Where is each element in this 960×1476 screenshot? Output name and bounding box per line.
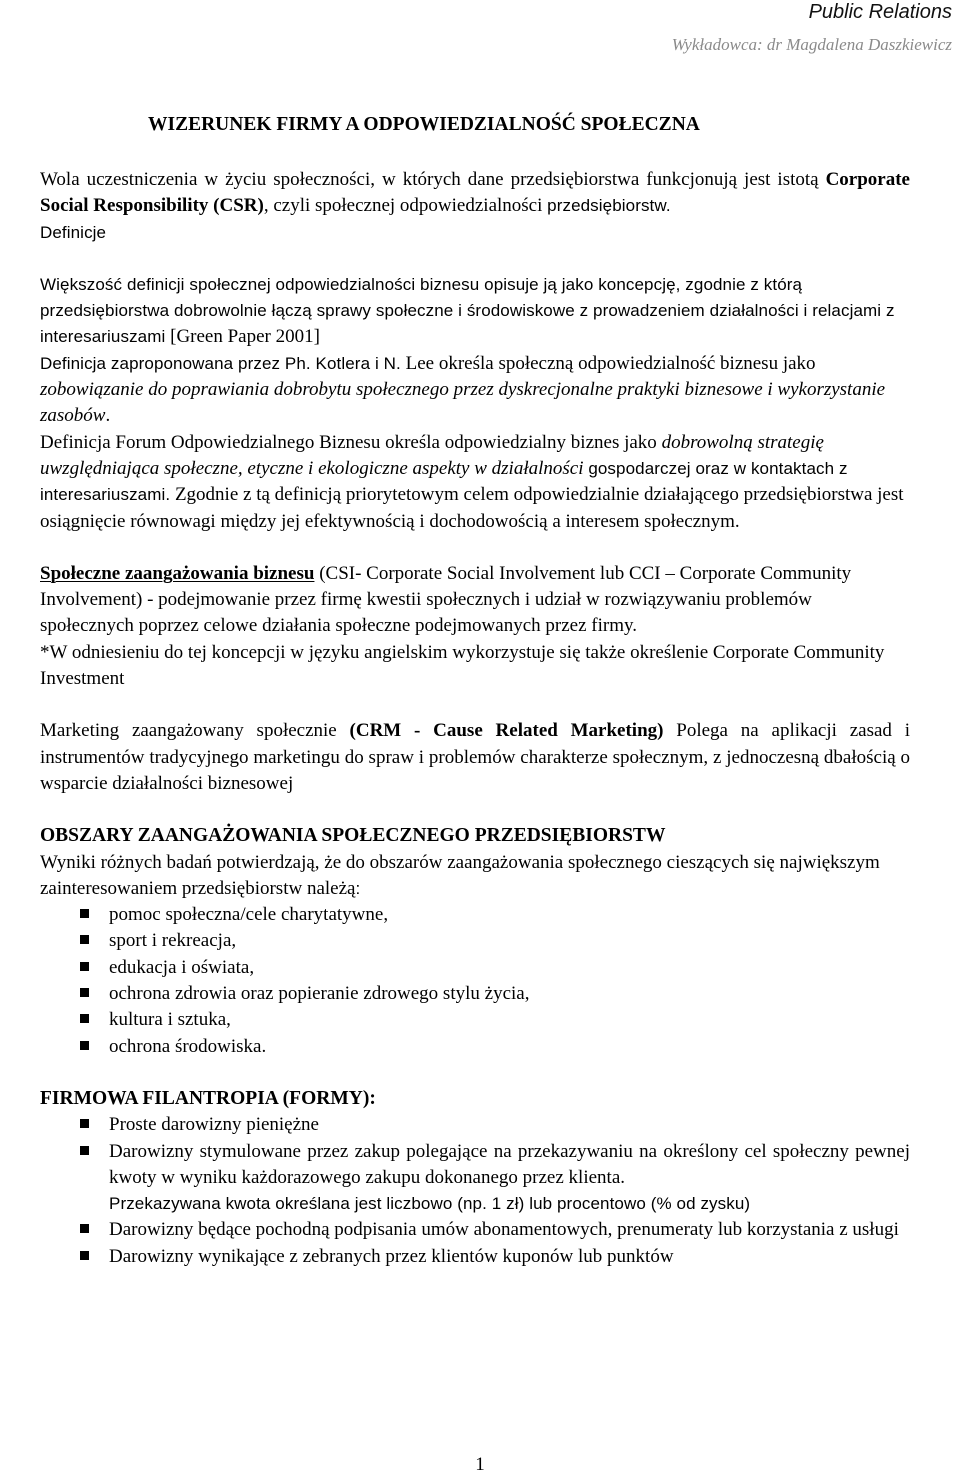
green-paper-reference: [Green Paper 2001] — [170, 326, 320, 348]
forum-definition-sans: gospodarczej oraz w kontaktach z interesariuszami. — [40, 458, 848, 505]
csi-term: Społeczne zaangażowania biznesu — [40, 562, 315, 584]
square-bullet-icon — [80, 988, 89, 997]
list-item — [40, 1244, 910, 1270]
list-item — [40, 1139, 910, 1218]
definitions-label: Definicje — [40, 222, 107, 242]
areas-intro-text: Wyniki różnych badań potwierdzają, że do obszarów zaangażowania społecznego cieszących się największym zainteresowaniem przedsiębiorstw należą — [40, 851, 880, 899]
document-body — [40, 112, 910, 1270]
spacer — [40, 535, 910, 561]
philanthropy-list — [40, 1112, 910, 1270]
square-bullet-icon — [80, 1251, 89, 1260]
philanthropy-heading: FIRMOWA FILANTROPIA (FORMY): — [40, 1087, 376, 1109]
crm-lead: Marketing zaangażowany społecznie — [40, 720, 350, 742]
list-item-text: pomoc społeczna/cele charytatywne, — [109, 904, 389, 926]
square-bullet-icon — [80, 1014, 89, 1023]
crm-definition: Polega na aplikacji zasad i instrumentów tradycyjnego marketingu do spraw i problemów charakterze społecznym, z jednoczesną dbałością o wsparcie działalności biznesowej — [40, 720, 910, 794]
areas-intro — [40, 850, 910, 903]
forum-definition: Definicja Forum Odpowiedzialnego Biznesu określa odpowiedzialny biznes jako — [40, 431, 662, 453]
csi-paragraph — [40, 561, 910, 640]
list-item-text: Darowizny stymulowane przez zakup polegające na przekazywaniu na określony cel społeczny pewnej kwoty w wyniku każdorazowego zakupu dokonanego przez klienta. — [109, 1140, 910, 1188]
square-bullet-icon — [80, 1119, 89, 1128]
list-item — [40, 981, 910, 1007]
list-item-text: Darowizny będące pochodną podpisania umów abonamentowych, prenumeraty lub korzystania z usługi — [109, 1219, 899, 1241]
square-bullet-icon — [80, 962, 89, 971]
crm-paragraph — [40, 718, 910, 797]
square-bullet-icon — [80, 1146, 89, 1155]
list-item-text: sport i rekreacja, — [109, 930, 237, 952]
green-paper-definition: Większość definicji społecznej odpowiedzialności biznesu opisuje ją jako koncepcję, zgodnie z którą przedsiębiorstwa dobrowolnie łączą sprawy społeczne i środowiskowe z prowadzeniem działalności i relacjami z interesariuszami — [40, 274, 895, 347]
spacer — [40, 1060, 910, 1086]
areas-heading: OBSZARY ZAANGAŻOWANIA SPOŁECZNEGO PRZEDSIĘBIORSTW — [40, 825, 666, 847]
areas-list — [40, 902, 910, 1060]
intro-text-2: , czyli społecznej odpowiedzialności — [263, 195, 548, 217]
list-item-text: kultura i sztuka, — [109, 1009, 231, 1031]
list-item — [40, 1007, 910, 1033]
header-course-title: Public Relations — [808, 1, 952, 23]
list-item — [40, 902, 910, 928]
page-number: 1 — [475, 1454, 485, 1475]
list-item — [40, 955, 910, 981]
csi-note: *W odniesieniu do tej koncepcji w języku angielskim wykorzystuje się także określenie Corporate Community Investment — [40, 641, 885, 690]
csi-definition: (CSI- Corporate Social Involvement lub CCI – Corporate Community Involvement) - podejmowanie przez firmę kwestii społecznych i udział w rozwiązywaniu problemów społecznych poprzez celowe działania społeczne podejmowanych przez firmy. — [40, 562, 852, 637]
document-title: WIZERUNEK FIRMY A ODPOWIEDZIALNOŚĆ SPOŁECZNA — [148, 114, 700, 135]
list-item-text: edukacja i oświata, — [109, 956, 255, 978]
spacer — [40, 246, 910, 272]
list-item-text: ochrona zdrowia oraz popieranie zdrowego stylu życia, — [109, 983, 530, 1005]
square-bullet-icon — [80, 909, 89, 918]
forum-definition-italic: dobrowolną strategię uwzględniająca społeczne, etyczne i ekologiczne aspekty w działalności — [40, 431, 824, 479]
kotler-definition: Lee określa społeczną odpowiedzialność biznesu jako — [400, 352, 816, 374]
crm-term: (CRM - Cause Related Marketing) — [349, 720, 664, 742]
list-item — [40, 1217, 910, 1243]
list-item — [40, 928, 910, 954]
list-item-text: Darowizny wynikające z zebranych przez klientów kuponów lub punktów — [109, 1245, 674, 1267]
square-bullet-icon — [80, 935, 89, 944]
list-item-text: ochrona środowiska. — [109, 1035, 267, 1057]
list-item-text-sans: Przekazywana kwota określana jest liczbowo (np. 1 zł) lub procentowo (% od zysku) — [109, 1194, 751, 1214]
kotler-lead: Definicja zaproponowana przez Ph. Kotlera i N. — [40, 353, 401, 373]
csr-term: Corporate Social Responsibility — [40, 169, 910, 217]
list-item-text: Proste darowizny pieniężne — [109, 1114, 319, 1136]
intro-text-3: przedsiębiorstw. — [547, 196, 671, 216]
forum-definition-end: Zgodnie z tą definicją priorytetowym celem odpowiedzialnie działającego przedsiębiorstwa jest osiągnięcie równowagi między jej efektywnością i dochodowością a interesem społecznym. — [40, 484, 904, 532]
kotler-definition-italic: zobowiązanie do poprawiania dobrobytu społecznego przez dyskrecjonalne praktyki biznesowe i wykorzystanie zasobów — [40, 379, 886, 427]
kotler-end: . — [105, 405, 111, 427]
header-lecturer: Wykładowca: dr Magdalena Daszkiewicz — [671, 35, 952, 54]
intro-paragraph — [40, 167, 910, 220]
square-bullet-icon — [80, 1224, 89, 1233]
definitions-paragraph — [40, 272, 910, 535]
intro-text: Wola uczestniczenia w życiu społeczności, w których dane przedsiębiorstwa funkcjonują jest istotą — [40, 169, 826, 190]
spacer — [40, 797, 910, 823]
csr-acronym: (CSR) — [213, 195, 264, 217]
areas-intro-colon: : — [355, 878, 361, 898]
list-item — [40, 1112, 910, 1138]
square-bullet-icon — [80, 1041, 89, 1050]
list-item — [40, 1034, 910, 1060]
spacer — [40, 692, 910, 718]
